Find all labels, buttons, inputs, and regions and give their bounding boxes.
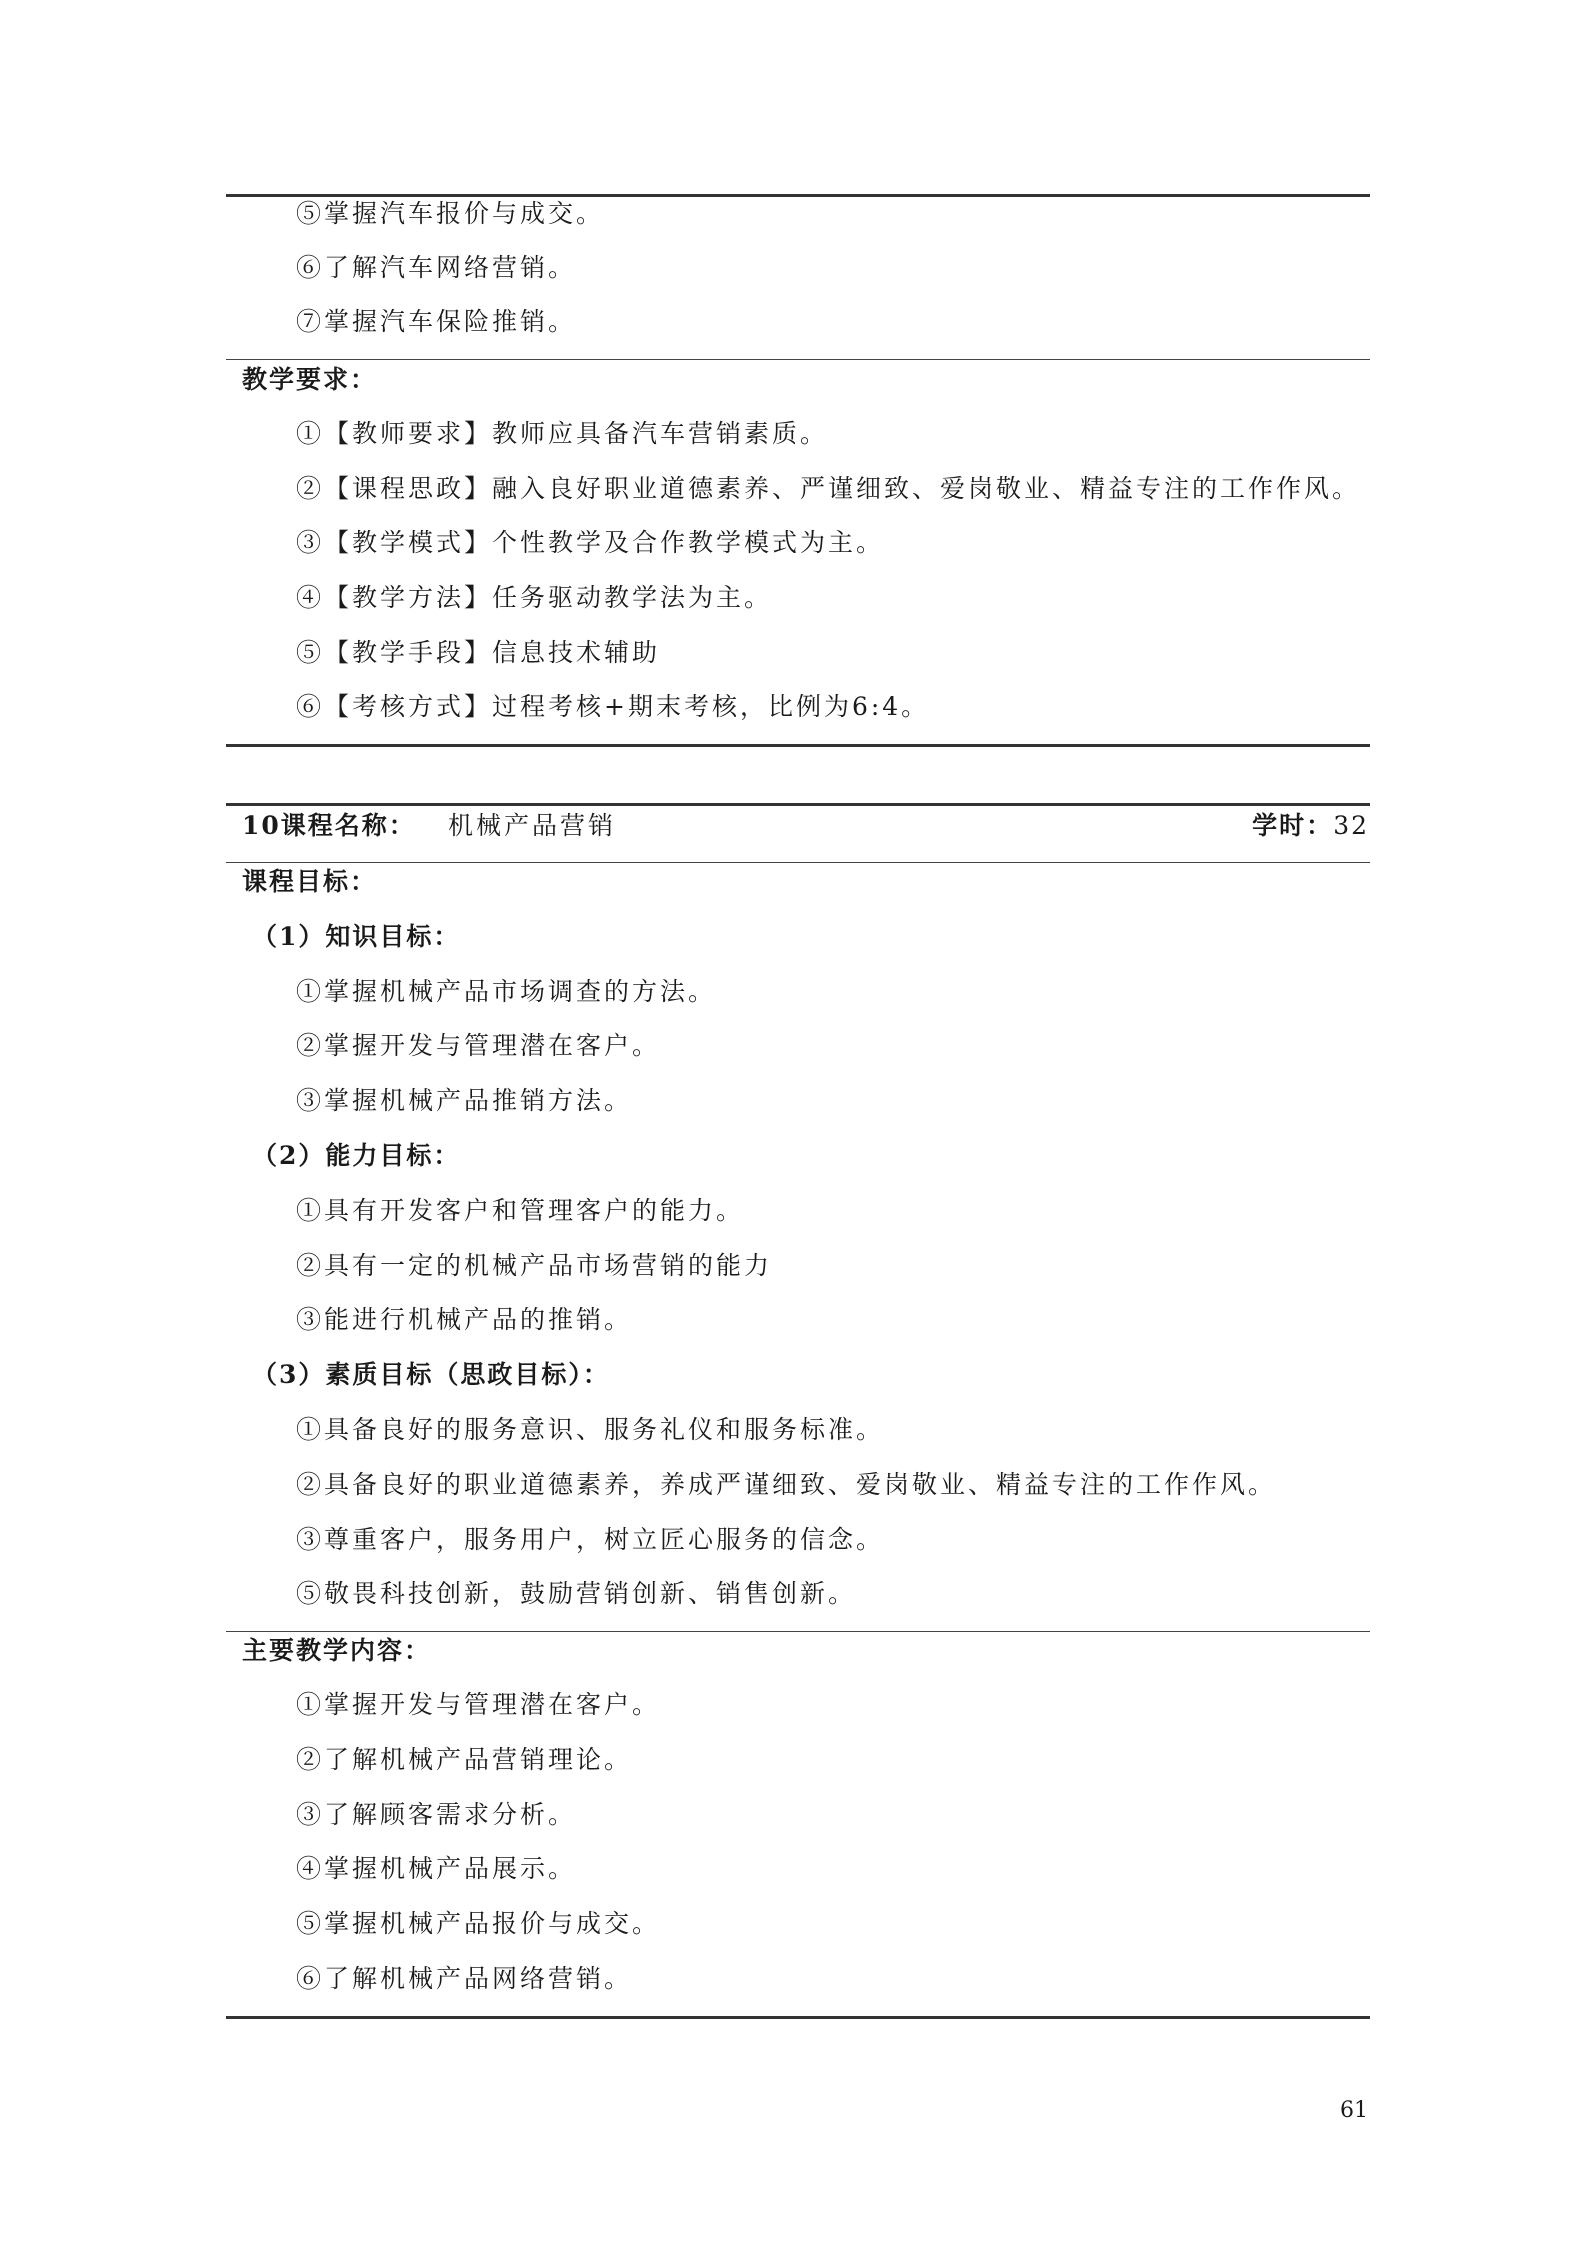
list-item: ①掌握开发与管理潜在客户。 (296, 1690, 661, 1719)
list-item: ⑤掌握汽车报价与成交。 (296, 199, 605, 228)
list-item: ③掌握机械产品推销方法。 (296, 1086, 633, 1115)
list-item: ③【教学模式】个性教学及合作教学模式为主。 (296, 528, 885, 557)
course-top-rule (226, 803, 1370, 806)
list-item: ⑥【考核方式】过程考核+期末考核，比例为6:4。 (296, 692, 930, 721)
list-item: ⑦掌握汽车保险推销。 (296, 307, 577, 336)
section-divider (226, 359, 1370, 360)
list-item: ③尊重客户，服务用户，树立匠心服务的信念。 (296, 1525, 885, 1554)
list-item: ⑤【教学手段】信息技术辅助 (296, 638, 661, 667)
list-item: ③能进行机械产品的推销。 (296, 1305, 633, 1334)
course-hours (1252, 810, 1369, 842)
list-item: ②具备良好的职业道德素养，养成严谨细致、爱岗敬业、精益专注的工作作风。 (296, 1470, 1277, 1499)
list-item: ①具有开发客户和管理客户的能力。 (296, 1196, 745, 1225)
list-item: ②【课程思政】融入良好职业道德素养、严谨细致、爱岗敬业、精益专注的工作作风。 (296, 474, 1361, 503)
list-item: ⑤掌握机械产品报价与成交。 (296, 1909, 661, 1938)
section-divider (226, 1631, 1370, 1632)
objectives-heading: 课程目标： (242, 867, 378, 896)
list-item: ②具有一定的机械产品市场营销的能力 (296, 1251, 773, 1280)
top-rule (226, 194, 1370, 197)
list-item: ④掌握机械产品展示。 (296, 1854, 577, 1883)
list-item: ④【教学方法】任务驱动教学法为主。 (296, 583, 773, 612)
course-end-rule (226, 2016, 1370, 2019)
ability-heading: （2）能力目标： (252, 1141, 461, 1170)
hours-label: 学时： (1252, 811, 1334, 840)
list-item: ⑥了解汽车网络营销。 (296, 253, 577, 282)
content-heading: 主要教学内容： (242, 1636, 432, 1665)
list-item: ③了解顾客需求分析。 (296, 1800, 577, 1829)
list-item: ①具备良好的服务意识、服务礼仪和服务标准。 (296, 1415, 885, 1444)
list-item: ⑥了解机械产品网络营销。 (296, 1964, 633, 1993)
list-item: ①【教师要求】教师应具备汽车营销素质。 (296, 419, 829, 448)
knowledge-heading: （1）知识目标： (252, 922, 461, 951)
section-end-rule (226, 744, 1370, 747)
list-item: ②了解机械产品营销理论。 (296, 1745, 633, 1774)
list-item: ⑤敬畏科技创新，鼓励营销创新、销售创新。 (296, 1579, 857, 1608)
course-name-value: 机械产品营销 (448, 811, 617, 840)
quality-heading: （3）素质目标（思政目标）： (252, 1360, 610, 1389)
teaching-requirements-heading: 教学要求： (242, 365, 378, 394)
course-header-divider (226, 862, 1370, 863)
course-name-label: 10课程名称： (242, 811, 416, 840)
list-item: ②掌握开发与管理潜在客户。 (296, 1031, 661, 1060)
list-item: ①掌握机械产品市场调查的方法。 (296, 977, 717, 1006)
hours-value: 32 (1333, 811, 1369, 840)
page-number: 61 (1340, 2098, 1368, 2123)
